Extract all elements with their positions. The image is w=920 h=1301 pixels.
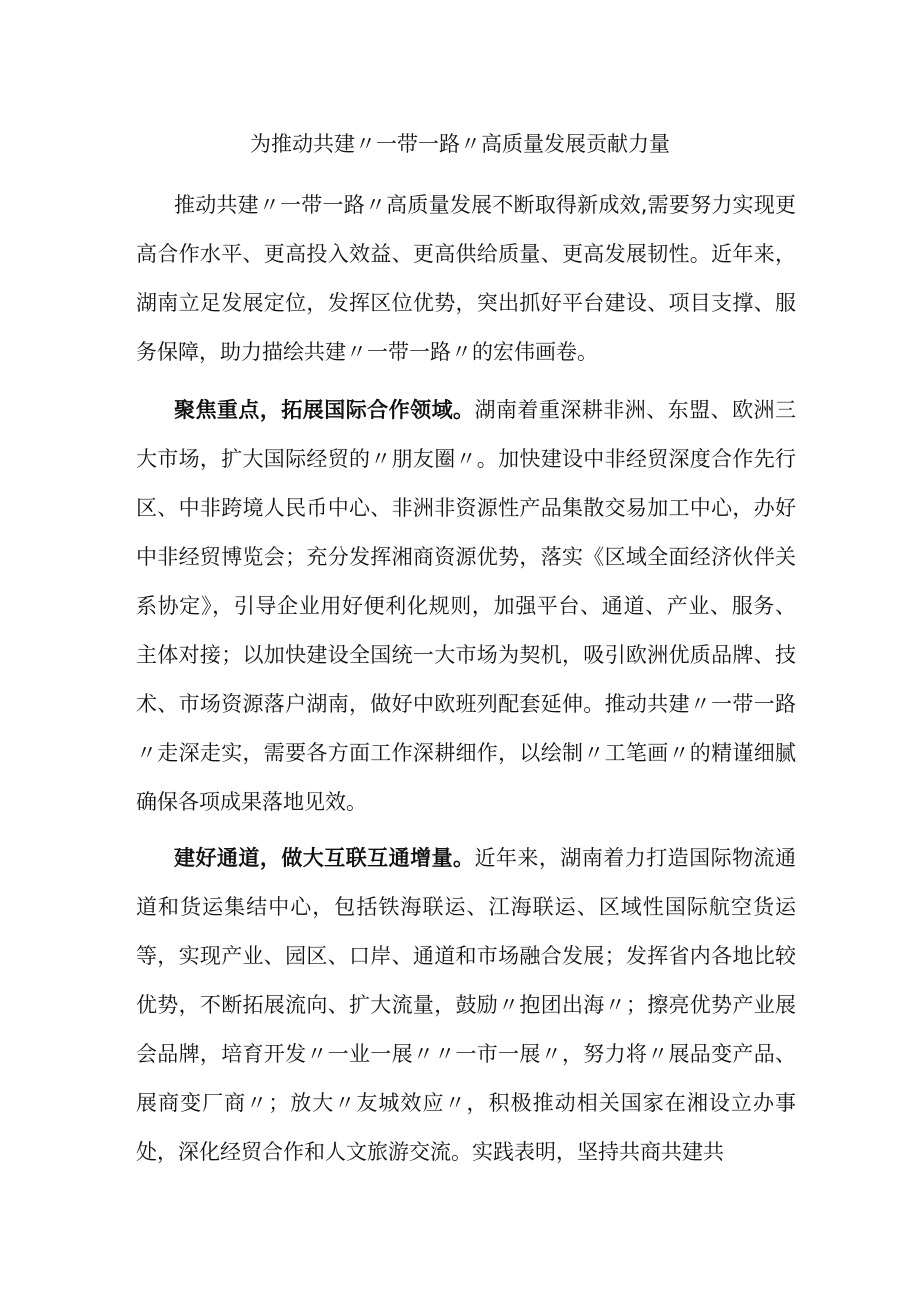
document-title: 为推动共建〃一带一路〃高质量发展贡献力量 xyxy=(250,132,670,156)
paragraph-3-text: 近年来，湖南着力打造国际物流通道和货运集结中心，包括铁海联运、江海联运、区域性国际航空货运等，实现产业、园区、口岸、通道和市场融合发展；发挥省内各地比较优势，不断拓展流向、扩大流量，鼓励〃抱团出海〃；擦亮优势产业展会品牌，培育开发〃一业一展〃〃一市一展〃，努力将〃展品变产品、展商变厂商〃；放大〃友城效应〃，积极推动相关国家在湘设立办事处，深化经贸合作和人文旅游交流。实践表明，坚持共商共建共 xyxy=(136,846,796,1164)
paragraph-2-lead: 聚焦重点，拓展国际合作领域。 xyxy=(174,398,475,422)
paragraph-3-lead: 建好通道，做大互联互通增量。 xyxy=(174,846,475,870)
paragraph-2 xyxy=(136,386,796,827)
paragraph-1 xyxy=(136,181,796,377)
paragraph-2-text: 湖南着重深耕非洲、东盟、欧洲三大市场，扩大国际经贸的〃朋友圈〃。加快建设中非经贸深度合作先行区、中非跨境人民币中心、非洲非资源性产品集散交易加工中心，办好中非经贸博览会；充分发挥湘商资源优势，落实《区域全面经济伙伴关系协定》，引导企业用好便利化规则，加强平台、通道、产业、服务、主体对接；以加快建设全国统一大市场为契机，吸引欧洲优质品牌、技术、市场资源落户湖南，做好中欧班列配套延伸。推动共建〃一带一路〃走深走实，需要各方面工作深耕细作，以绘制〃工笔画〃的精谨细腻确保各项成果落地见效。 xyxy=(136,398,796,814)
paragraph-1-text: 推动共建〃一带一路〃高质量发展不断取得新成效,需要努力实现更高合作水平、更高投入效益、更高供给质量、更高发展韧性。近年来，湖南立足发展定位，发挥区位优势，突出抓好平台建设、项目支撑、服务保障，助力描绘共建〃一带一路〃的宏伟画卷。 xyxy=(136,193,796,364)
paragraph-3 xyxy=(136,834,796,1177)
